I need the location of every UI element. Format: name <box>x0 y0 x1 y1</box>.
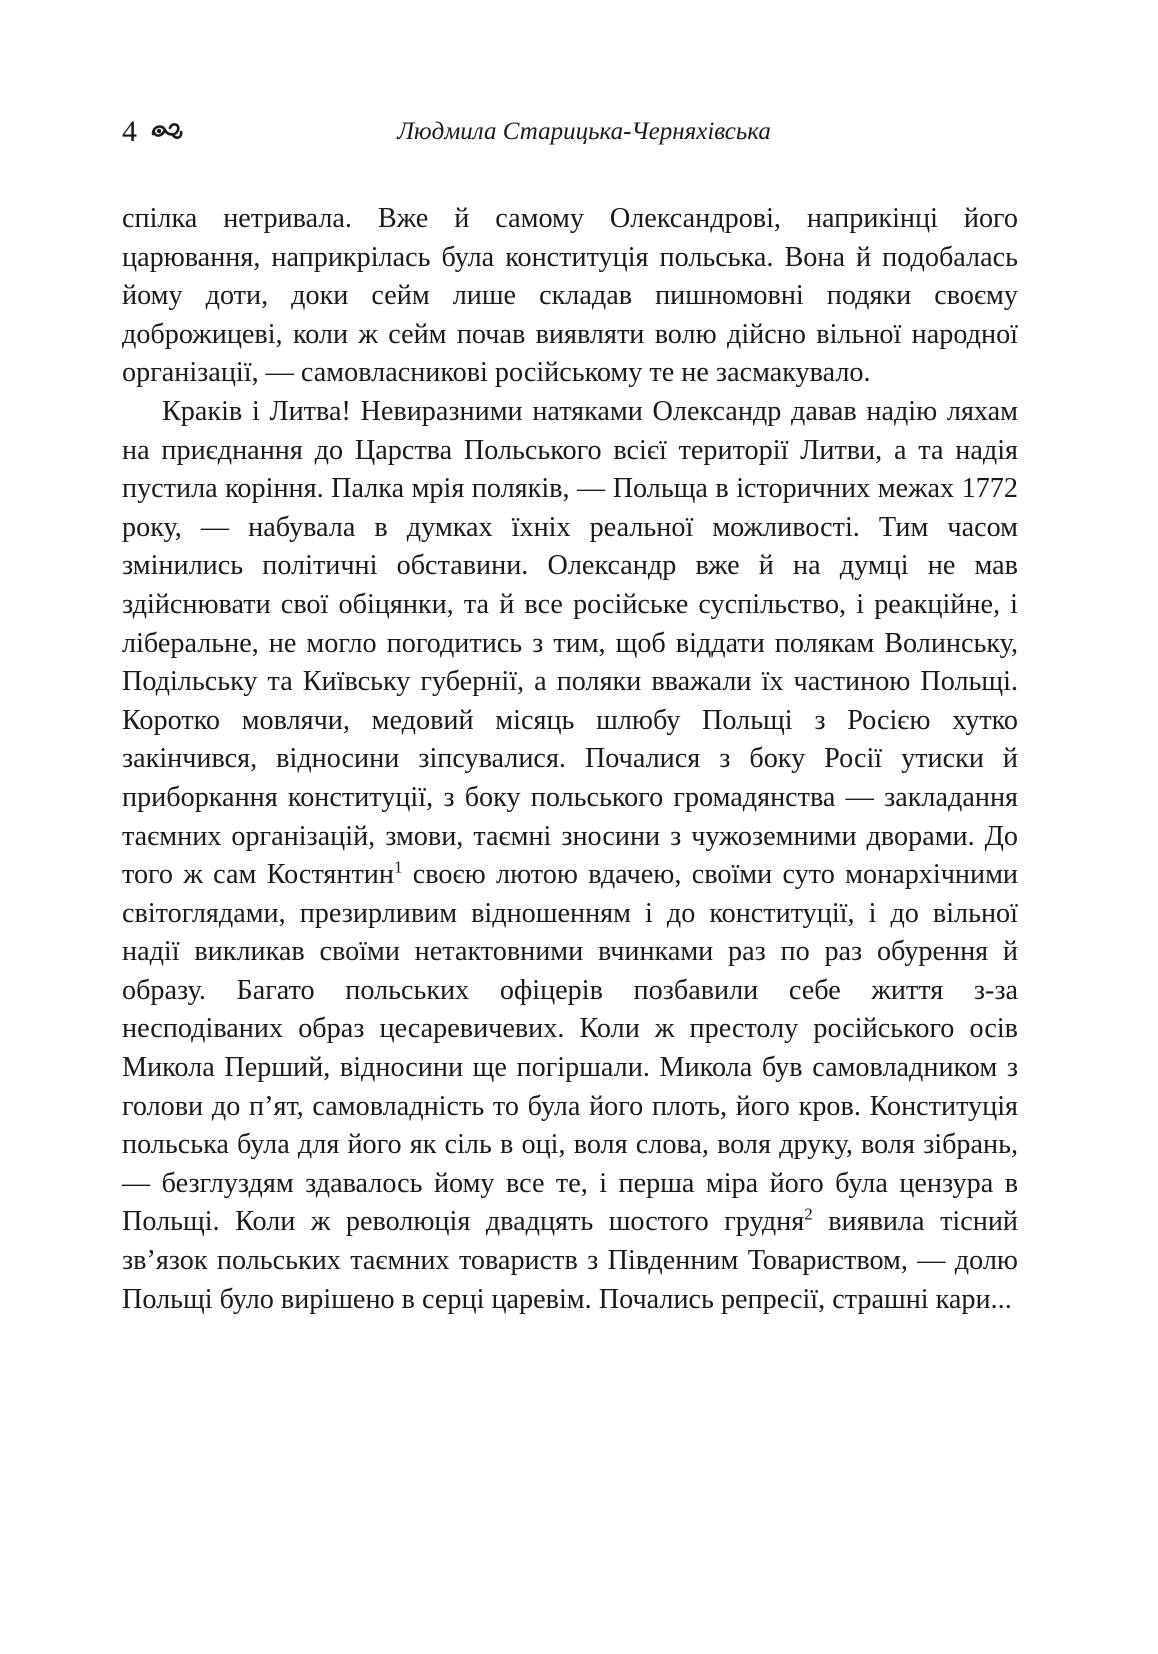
paragraph <box>122 393 1018 1319</box>
running-head <box>122 112 1018 152</box>
paragraph: спілка нетривала. Вже й самому Олександрові, наприкінці його царювання, наприкрілась була конституція польська. Вона й подобалась йому доти, доки сейм лише складав пишномовні подяки своєму доброжицеві, коли ж сейм почав виявляти волю дійсно вільної народної організації, — самовласникові російському те не засмакувало. <box>122 203 1018 389</box>
footnote-marker[interactable]: 2 <box>804 1205 813 1225</box>
paragraph-text: Краків і Литва! Невиразними натяками Олександр давав надію ляхам на приєднання до Царства Польського всієї території Литви, а та надія пустила коріння. Палка мрія поляків, — Польща в історичних межах 1772 року, — набувала в думках їхніх реальної можливості. Тим часом змінились політичні обставини. Олександр вже й на думці не мав здійснювати свої обіцянки, та й все російське суспільство, і реакційне, і ліберальне, не могло погодитись з тим, щоб віддати полякам Волинську, Подільську та Київську губернії, а поляки вважали їх частиною Польщі. Коротко мовлячи, медовий місяць шлюбу Польщі з Росією хутко закінчився, відносини зіпсувалися. Почалися з боку Росії утиски й приборкання конституції, з боку польського громадянства — закладання таємних організацій, змови, таємні зносини з чужоземними дворами. До того ж сам Костянтин <box>122 395 1018 891</box>
footnote-marker[interactable]: 1 <box>393 857 403 877</box>
paragraph-text: своєю лютою вдачею, своїми суто монархічними світоглядами, презирливим відношенням і до конституції, і до вільної надії викликав своїми нетактовними вчинками раз по раз обурення й образу. Багато польських офіцерів позбавили себе життя з-за несподіваних образ цесаревичевих. Коли ж престолу російського осів Микола Перший, відносини ще погіршали. Микола був самовладником з голови до п’ят, самовладність то була його плоть, його кров. Конституція польська була для його як сіль в оці, воля слова, воля друку, воля зібрань, — безглуздям здавалось йому все те, і перша міра його була цензура в Польщі. Коли ж революція двадцять шостого грудня <box>122 859 1018 1238</box>
page-number: 4 <box>122 115 137 148</box>
running-head-title: Людмила Старицька-Черняхівська <box>397 118 771 145</box>
paragraph-text: виявила тісний зв’язок польських таємних товариств з Південним Товариством, — долю Польщі було вирішено в серці царевім. Почались репресії, страшні кари... <box>122 1206 1018 1315</box>
body-text <box>122 200 1018 1319</box>
